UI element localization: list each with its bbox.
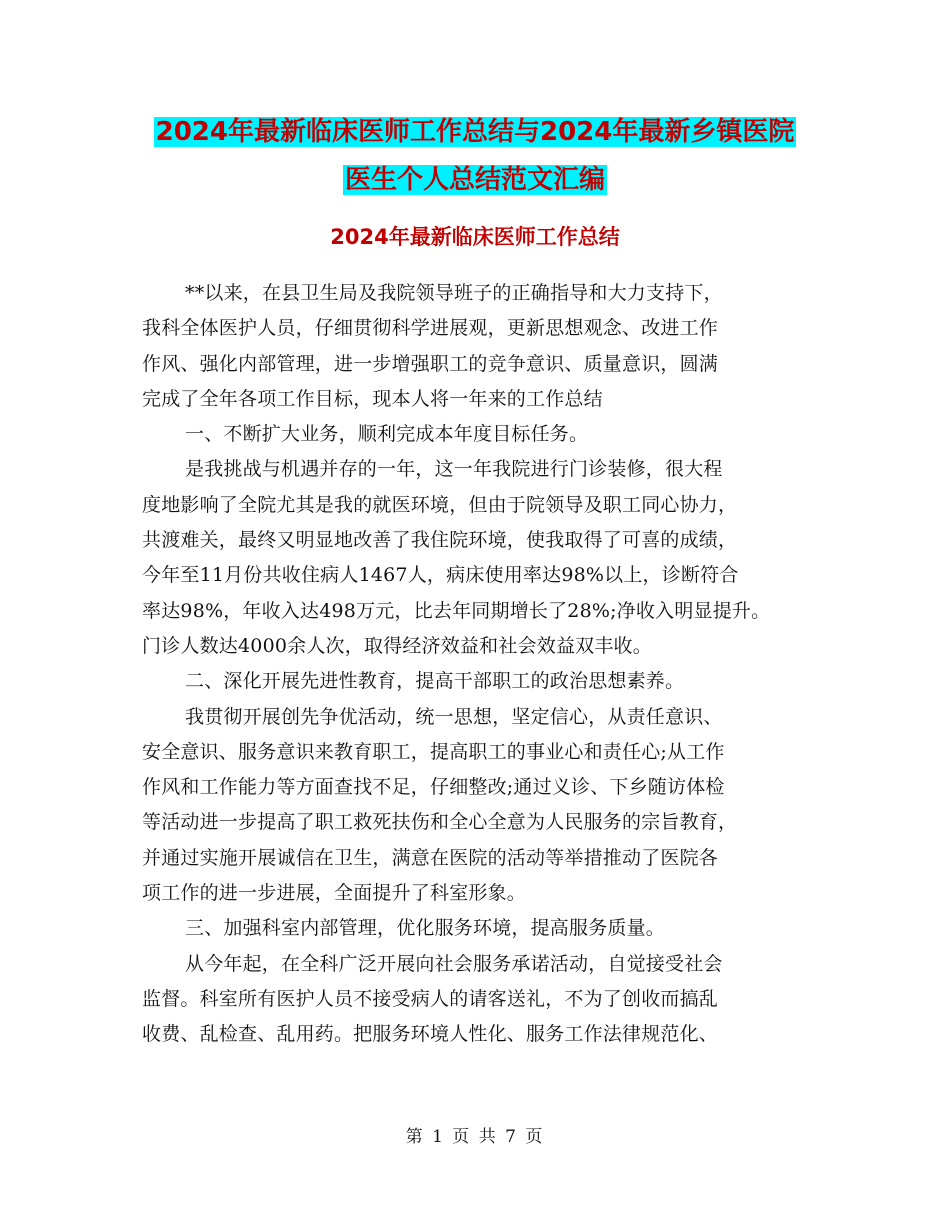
title-line-2: 医生个人总结范文汇编 — [344, 165, 605, 195]
paragraph-line: 完成了全年各项工作目标，现本人将一年来的工作总结 — [142, 387, 603, 410]
paragraph-line: 作风、强化内部管理，进一步增强职工的竞争意识、质量意识，圆满 — [142, 352, 719, 375]
paragraph-line: 我贯彻开展创先争优活动，统一思想，坚定信心，从责任意识、 — [185, 705, 723, 728]
paragraph-line: 等活动进一步提高了职工救死扶伤和全心全意为人民服务的宗旨教育， — [142, 811, 738, 834]
paragraph-line: 项工作的进一步进展，全面提升了科室形象。 — [142, 882, 527, 905]
paragraph-line: 共渡难关，最终又明显地改善了我住院环境，使我取得了可喜的成绩， — [142, 529, 738, 552]
document-title — [0, 108, 950, 204]
paragraph-line: 从今年起，在全科广泛开展向社会服务承诺活动，自觉接受社会 — [185, 952, 723, 975]
section-title: 2024年最新临床医师工作总结 — [330, 225, 620, 249]
paragraph-line: 门诊人数达4000余人次，取得经济效益和社会效益双丰收。 — [142, 634, 652, 657]
heading-line: 二、深化开展先进性教育，提高干部职工的政治思想素养。 — [185, 670, 685, 693]
paragraph-line: **以来，在县卫生局及我院领导班子的正确指导和大力支持下， — [185, 282, 723, 304]
paragraph-line: 是我挑战与机遇并存的一年，这一年我院进行门诊装修，很大程 — [185, 458, 723, 481]
paragraph-line: 率达98%，年收入达498万元，比去年同期增长了28%;净收入明显提升。 — [142, 599, 771, 622]
paragraph-line: 收费、乱检查、乱用药。把服务环境人性化、服务工作法律规范化、 — [142, 1023, 719, 1046]
heading-line: 三、加强科室内部管理，优化服务环境，提高服务质量。 — [185, 917, 666, 940]
title-line-1: 2024年最新临床医师工作总结与2024年最新乡镇医院 — [155, 117, 795, 147]
paragraph-line: 今年至11月份共收住病人1467人，病床使用率达98%以上，诊断符合 — [142, 564, 739, 587]
document-body — [142, 276, 812, 1053]
paragraph-line: 并通过实施开展诚信在卫生，满意在医院的活动等举措推动了医院各 — [142, 846, 719, 869]
paragraph-line: 作风和工作能力等方面查找不足，仔细整改;通过义诊、下乡随访体检 — [142, 776, 725, 799]
paragraph-line: 我科全体医护人员，仔细贯彻科学进展观，更新思想观念、改进工作 — [142, 317, 719, 340]
page-footer: 第 1 页 共 7 页 — [405, 1127, 545, 1147]
paragraph-line: 安全意识、服务意识来教育职工，提高职工的事业心和责任心;从工作 — [142, 740, 725, 763]
paragraph-line: 度地影响了全院尤其是我的就医环境，但由于院领导及职工同心协力， — [142, 493, 738, 516]
paragraph-line: 监督。科室所有医护人员不接受病人的请客送礼，不为了创收而搞乱 — [142, 987, 719, 1010]
heading-line: 一、不断扩大业务，顺利完成本年度目标任务。 — [185, 423, 589, 446]
